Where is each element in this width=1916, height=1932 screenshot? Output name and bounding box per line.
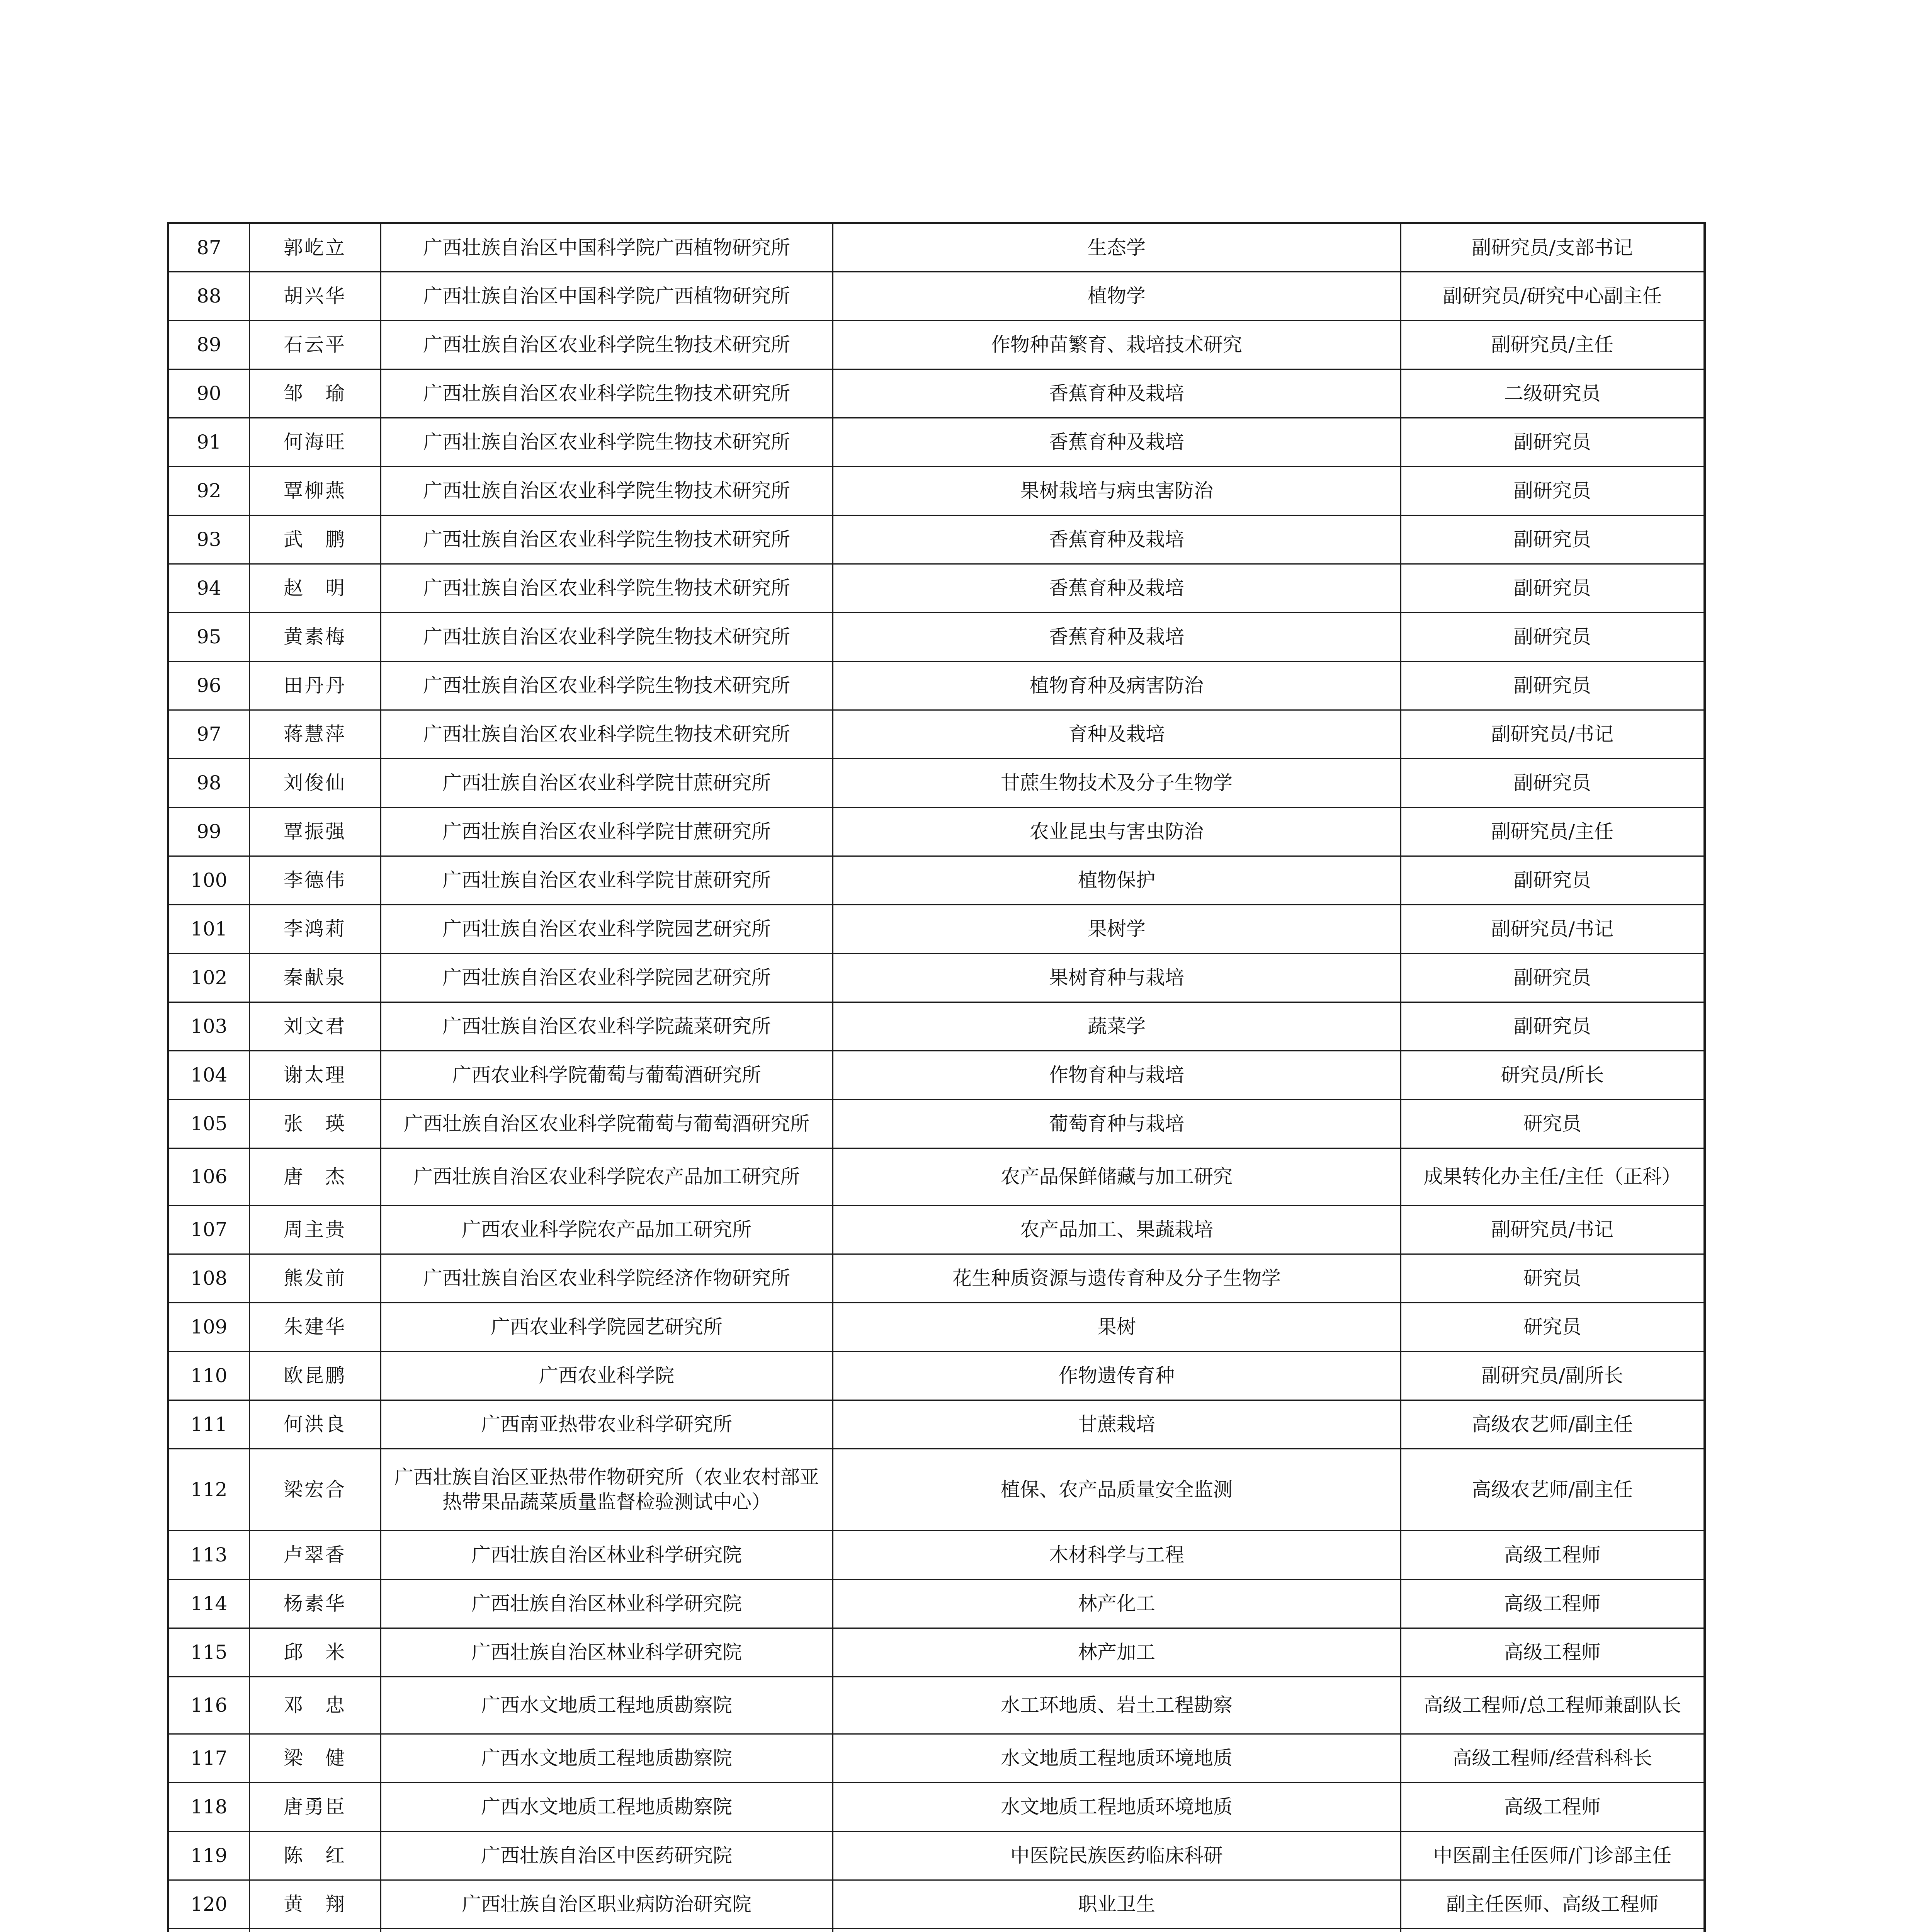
- work-unit: 广西农业科学院: [381, 1351, 833, 1400]
- person-name: 黄 翔: [249, 1880, 381, 1929]
- person-name: 何洪良: [249, 1400, 381, 1449]
- specialty-field: 果树栽培与病虫害防治: [833, 466, 1401, 515]
- person-name: 欧昆鹏: [249, 1351, 381, 1400]
- specialty-field: 林产化工: [833, 1579, 1401, 1628]
- row-number: 100: [168, 856, 249, 905]
- work-unit: 广西农业科学院葡萄与葡萄酒研究所: [381, 1051, 833, 1099]
- table-row: [168, 1303, 1705, 1351]
- table-row: [168, 466, 1705, 515]
- person-name: 郭屹立: [249, 223, 381, 272]
- person-name: 武 鹏: [249, 515, 381, 564]
- specialty-field: 植物育种及病害防治: [833, 661, 1401, 710]
- table-row: [168, 1782, 1705, 1831]
- work-unit: 广西壮族自治区农业科学院农产品加工研究所: [381, 1148, 833, 1205]
- work-unit: 广西壮族自治区职业病防治研究院: [381, 1880, 833, 1929]
- job-title: 副研究员: [1401, 856, 1705, 905]
- row-number: 111: [168, 1400, 249, 1449]
- work-unit: 广西壮族自治区农业科学院甘蔗研究所: [381, 759, 833, 807]
- person-name: 周主贵: [249, 1205, 381, 1254]
- person-name: 唐勇臣: [249, 1782, 381, 1831]
- work-unit: 广西壮族自治区农业科学院生物技术研究所: [381, 564, 833, 612]
- person-name: 胡兴华: [249, 272, 381, 320]
- work-unit: 广西壮族自治区农业科学院生物技术研究所: [381, 661, 833, 710]
- specialty-field: 果树育种与栽培: [833, 953, 1401, 1002]
- work-unit: 广西壮族自治区中医药研究院: [381, 1831, 833, 1880]
- person-name: 覃柳燕: [249, 466, 381, 515]
- row-number: 105: [168, 1099, 249, 1148]
- table-row: [168, 1099, 1705, 1148]
- table-row: [168, 1051, 1705, 1099]
- work-unit: 广西壮族自治区林业科学研究院: [381, 1628, 833, 1677]
- table-row: [168, 418, 1705, 466]
- person-name: 李德伟: [249, 856, 381, 905]
- specialty-field: 水文地质工程地质环境地质: [833, 1782, 1401, 1831]
- specialty-field: 植保、农产品质量安全监测: [833, 1449, 1401, 1531]
- row-number: 97: [168, 710, 249, 759]
- table-row: [168, 1449, 1705, 1531]
- work-unit: 广西农业科学院园艺研究所: [381, 1303, 833, 1351]
- job-title: 副研究员/副所长: [1401, 1351, 1705, 1400]
- specialty-field: 植物学: [833, 272, 1401, 320]
- job-title: 副研究员/主任: [1401, 807, 1705, 856]
- person-name: 何海旺: [249, 418, 381, 466]
- row-number: 92: [168, 466, 249, 515]
- row-number: 120: [168, 1880, 249, 1929]
- specialty-field: 农业昆虫与害虫防治: [833, 807, 1401, 856]
- roster-table: [167, 222, 1706, 1932]
- specialty-field: 林产加工: [833, 1628, 1401, 1677]
- job-title: 副研究员: [1401, 953, 1705, 1002]
- work-unit: 广西壮族自治区农业科学院蔬菜研究所: [381, 1002, 833, 1051]
- table-row: [168, 807, 1705, 856]
- person-name: 杨素华: [249, 1579, 381, 1628]
- row-number: 95: [168, 612, 249, 661]
- specialty-field: 花生种质资源与遗传育种及分子生物学: [833, 1254, 1401, 1303]
- work-unit: 广西壮族自治区农业科学院园艺研究所: [381, 905, 833, 953]
- row-number: 115: [168, 1628, 249, 1677]
- person-name: 陈 红: [249, 1831, 381, 1880]
- job-title: 副研究员: [1401, 564, 1705, 612]
- table-row: [168, 1351, 1705, 1400]
- table-row: [168, 1880, 1705, 1929]
- specialty-field: 香蕉育种及栽培: [833, 369, 1401, 418]
- roster-body: [168, 223, 1705, 1932]
- specialty-field: 职业卫生: [833, 1880, 1401, 1929]
- job-title: 副研究员: [1401, 661, 1705, 710]
- table-row: [168, 1734, 1705, 1782]
- row-number: 94: [168, 564, 249, 612]
- job-title: 副研究员/书记: [1401, 710, 1705, 759]
- table-row: [168, 1579, 1705, 1628]
- row-number: 119: [168, 1831, 249, 1880]
- person-name: 张 瑛: [249, 1099, 381, 1148]
- work-unit: 广西壮族自治区农业科学院甘蔗研究所: [381, 807, 833, 856]
- job-title: 高级工程师: [1401, 1579, 1705, 1628]
- specialty-field: 生态学: [833, 223, 1401, 272]
- person-name: 唐 杰: [249, 1148, 381, 1205]
- table-row: [168, 515, 1705, 564]
- person-name: 朱建华: [249, 1303, 381, 1351]
- table-row: [168, 369, 1705, 418]
- row-number: 102: [168, 953, 249, 1002]
- work-unit: 广西壮族自治区农业科学院经济作物研究所: [381, 1254, 833, 1303]
- person-name: 邓 忠: [249, 1677, 381, 1734]
- row-number: 87: [168, 223, 249, 272]
- person-name: 梁宏合: [249, 1449, 381, 1531]
- job-title: 高级工程师: [1401, 1628, 1705, 1677]
- person-name: 刘俊仙: [249, 759, 381, 807]
- specialty-field: 农产品保鲜储藏与加工研究: [833, 1148, 1401, 1205]
- work-unit: 广西壮族自治区农业科学院生物技术研究所: [381, 418, 833, 466]
- job-title: 高级农艺师/副主任: [1401, 1400, 1705, 1449]
- row-number: 118: [168, 1782, 249, 1831]
- table-row: [168, 661, 1705, 710]
- specialty-field: 甘蔗生物技术及分子生物学: [833, 759, 1401, 807]
- row-number: 90: [168, 369, 249, 418]
- work-unit: 广西壮族自治区农业科学院生物技术研究所: [381, 369, 833, 418]
- row-number: 117: [168, 1734, 249, 1782]
- job-title: 副研究员: [1401, 515, 1705, 564]
- person-name: 石云平: [249, 320, 381, 369]
- work-unit: 广西壮族自治区林业科学研究院: [381, 1531, 833, 1579]
- specialty-field: 水文地质工程地质环境地质: [833, 1734, 1401, 1782]
- row-number: 106: [168, 1148, 249, 1205]
- table-row: [168, 1002, 1705, 1051]
- table-row: [168, 953, 1705, 1002]
- work-unit: 广西壮族自治区农业科学院生物技术研究所: [381, 612, 833, 661]
- work-unit: 广西壮族自治区农业科学院生物技术研究所: [381, 466, 833, 515]
- work-unit: 广西水文地质工程地质勘察院: [381, 1734, 833, 1782]
- specialty-field: 葡萄育种与栽培: [833, 1099, 1401, 1148]
- specialty-field: 香蕉育种及栽培: [833, 564, 1401, 612]
- person-name: 覃振强: [249, 807, 381, 856]
- job-title: 副研究员: [1401, 466, 1705, 515]
- specialty-field: 中医院民族医药临床科研: [833, 1831, 1401, 1880]
- row-number: 88: [168, 272, 249, 320]
- work-unit: 广西南亚热带农业科学研究所: [381, 1400, 833, 1449]
- specialty-field: 作物育种与栽培: [833, 1051, 1401, 1099]
- job-title: 副研究员: [1401, 418, 1705, 466]
- row-number: 113: [168, 1531, 249, 1579]
- row-number: 93: [168, 515, 249, 564]
- job-title: 副研究员: [1401, 1002, 1705, 1051]
- person-name: 谢太理: [249, 1051, 381, 1099]
- table-row: [168, 320, 1705, 369]
- job-title: 高级工程师: [1401, 1531, 1705, 1579]
- job-title: 高级农艺师/副主任: [1401, 1449, 1705, 1531]
- row-number: 114: [168, 1579, 249, 1628]
- job-title: 副研究员/研究中心副主任: [1401, 272, 1705, 320]
- row-number: 103: [168, 1002, 249, 1051]
- job-title: 研究员/所长: [1401, 1051, 1705, 1099]
- job-title: 高级工程师/总工程师兼副队长: [1401, 1677, 1705, 1734]
- job-title: 副研究员/主任: [1401, 320, 1705, 369]
- person-name: [249, 1929, 381, 1932]
- work-unit: 广西壮族自治区农业科学院生物技术研究所: [381, 320, 833, 369]
- row-number: 99: [168, 807, 249, 856]
- table-row: [168, 564, 1705, 612]
- table-row: [168, 1148, 1705, 1205]
- table-row: [168, 1628, 1705, 1677]
- work-unit: 广西水文地质工程地质勘察院: [381, 1677, 833, 1734]
- specialty-field: 育种及栽培: [833, 710, 1401, 759]
- person-name: 熊发前: [249, 1254, 381, 1303]
- job-title: 副研究员/书记: [1401, 905, 1705, 953]
- work-unit: 广西壮族自治区农业科学院葡萄与葡萄酒研究所: [381, 1099, 833, 1148]
- person-name: 邱 米: [249, 1628, 381, 1677]
- specialty-field: 作物遗传育种: [833, 1351, 1401, 1400]
- row-number: 112: [168, 1449, 249, 1531]
- work-unit: 广西壮族自治区亚热带作物研究所（农业农村部亚热带果品蔬菜质量监督检验测试中心）: [381, 1449, 833, 1531]
- specialty-field: 果树学: [833, 905, 1401, 953]
- row-number: 110: [168, 1351, 249, 1400]
- person-name: 蒋慧萍: [249, 710, 381, 759]
- row-number: [168, 1929, 249, 1932]
- work-unit: 广西壮族自治区农业科学院生物技术研究所: [381, 515, 833, 564]
- table-row: [168, 1254, 1705, 1303]
- job-title: [1401, 1929, 1705, 1932]
- person-name: 赵 明: [249, 564, 381, 612]
- row-number: 109: [168, 1303, 249, 1351]
- work-unit: 广西水文地质工程地质勘察院: [381, 1782, 833, 1831]
- table-row: [168, 856, 1705, 905]
- person-name: 梁 健: [249, 1734, 381, 1782]
- specialty-field: 甘蔗栽培: [833, 1400, 1401, 1449]
- row-number: 101: [168, 905, 249, 953]
- table-row: [168, 223, 1705, 272]
- person-name: 李鸿莉: [249, 905, 381, 953]
- table-row: [168, 1205, 1705, 1254]
- specialty-field: [833, 1929, 1401, 1932]
- person-name: 邹 瑜: [249, 369, 381, 418]
- specialty-field: 植物保护: [833, 856, 1401, 905]
- work-unit: 广西壮族自治区林业科学研究院: [381, 1579, 833, 1628]
- job-title: 研究员: [1401, 1099, 1705, 1148]
- person-name: 田丹丹: [249, 661, 381, 710]
- row-number: 98: [168, 759, 249, 807]
- work-unit: 广西壮族自治区中国科学院广西植物研究所: [381, 272, 833, 320]
- table-row: [168, 759, 1705, 807]
- specialty-field: 香蕉育种及栽培: [833, 418, 1401, 466]
- specialty-field: 作物种苗繁育、栽培技术研究: [833, 320, 1401, 369]
- row-number: 96: [168, 661, 249, 710]
- table-row: [168, 1831, 1705, 1880]
- work-unit: 广西壮族自治区中国科学院广西植物研究所: [381, 223, 833, 272]
- job-title: 副研究员: [1401, 759, 1705, 807]
- specialty-field: 蔬菜学: [833, 1002, 1401, 1051]
- specialty-field: 香蕉育种及栽培: [833, 612, 1401, 661]
- person-name: 刘文君: [249, 1002, 381, 1051]
- table-row: [168, 1400, 1705, 1449]
- table-row: [168, 1531, 1705, 1579]
- work-unit: 广西壮族自治区农业科学院生物技术研究所: [381, 710, 833, 759]
- job-title: 副研究员/书记: [1401, 1205, 1705, 1254]
- table-row: [168, 710, 1705, 759]
- row-number: 116: [168, 1677, 249, 1734]
- table-row: [168, 612, 1705, 661]
- job-title: 高级工程师: [1401, 1782, 1705, 1831]
- person-name: 黄素梅: [249, 612, 381, 661]
- specialty-field: 农产品加工、果蔬栽培: [833, 1205, 1401, 1254]
- row-number: 89: [168, 320, 249, 369]
- specialty-field: 水工环地质、岩土工程勘察: [833, 1677, 1401, 1734]
- table-row: [168, 272, 1705, 320]
- work-unit: [381, 1929, 833, 1932]
- specialty-field: 香蕉育种及栽培: [833, 515, 1401, 564]
- specialty-field: 果树: [833, 1303, 1401, 1351]
- person-name: 秦献泉: [249, 953, 381, 1002]
- table-row: [168, 905, 1705, 953]
- job-title: 研究员: [1401, 1254, 1705, 1303]
- work-unit: 广西壮族自治区农业科学院甘蔗研究所: [381, 856, 833, 905]
- job-title: 副研究员/支部书记: [1401, 223, 1705, 272]
- job-title: 成果转化办主任/主任（正科）: [1401, 1148, 1705, 1205]
- row-number: 108: [168, 1254, 249, 1303]
- job-title: 中医副主任医师/门诊部主任: [1401, 1831, 1705, 1880]
- work-unit: 广西壮族自治区农业科学院园艺研究所: [381, 953, 833, 1002]
- row-number: 104: [168, 1051, 249, 1099]
- job-title: 高级工程师/经营科科长: [1401, 1734, 1705, 1782]
- work-unit: 广西农业科学院农产品加工研究所: [381, 1205, 833, 1254]
- row-number: 91: [168, 418, 249, 466]
- person-name: 卢翠香: [249, 1531, 381, 1579]
- table-row: [168, 1929, 1705, 1932]
- specialty-field: 木材科学与工程: [833, 1531, 1401, 1579]
- job-title: 二级研究员: [1401, 369, 1705, 418]
- row-number: 107: [168, 1205, 249, 1254]
- job-title: 研究员: [1401, 1303, 1705, 1351]
- job-title: 副主任医师、高级工程师: [1401, 1880, 1705, 1929]
- table-row: [168, 1677, 1705, 1734]
- job-title: 副研究员: [1401, 612, 1705, 661]
